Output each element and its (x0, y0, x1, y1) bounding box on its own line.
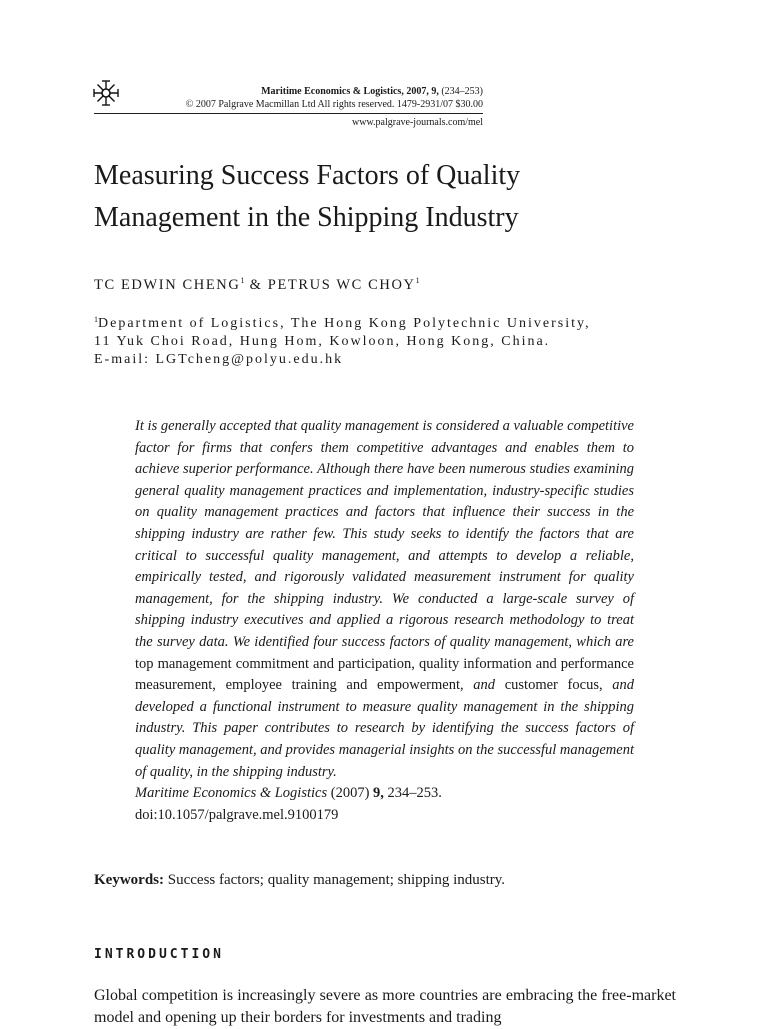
affiliation-line-2: 11 Yuk Choi Road, Hung Hom, Kowloon, Hong Kong, China. (94, 334, 551, 349)
keywords-label: Keywords: (94, 872, 164, 888)
author-name: TC EDWIN CHENG (94, 277, 241, 293)
doi[interactable]: doi:10.1057/palgrave.mel.9100179 (135, 806, 339, 823)
copyright-line: © 2007 Palgrave Macmillan Ltd All rights reserved. 1479-2931/07 $30.00 (185, 99, 483, 110)
citation (135, 783, 634, 805)
abstract (135, 416, 634, 826)
author-separator: & (244, 277, 268, 293)
affiliation (94, 315, 714, 369)
abstract-conclusion: and developed a functional instrument to measure quality management in the shipping industry. This paper contributes to research by identifying the success factors of quality management, and provides managerial insights on the successful management of quality, in the shipping industry. (135, 677, 635, 780)
section-heading: INTRODUCTION (94, 947, 224, 962)
author-name: PETRUS WC CHOY (267, 277, 416, 293)
affiliation-mark: 1 (94, 315, 98, 324)
header-rule (94, 113, 483, 114)
palgrave-star-icon (93, 80, 119, 106)
citation-volume: 9, (373, 785, 384, 802)
author-list (94, 275, 420, 295)
affiliation-mark: 1 (415, 276, 420, 285)
affiliation-mark: 1 (240, 276, 245, 285)
keywords (94, 870, 505, 890)
abstract-factors: top management commitment and participation, quality information and performance measurement, employee training and empowerment, (135, 655, 634, 694)
journal-name: Maritime Economics & Logistics, 2007, 9, (261, 86, 439, 97)
article-title (94, 155, 694, 239)
contact-email[interactable]: E-mail: LGTcheng@polyu.edu.hk (94, 352, 344, 367)
journal-pages: (234–253) (441, 86, 483, 97)
citation-pages: 234–253. (383, 785, 442, 802)
keywords-text: Success factors; quality management; shipping industry. (164, 872, 506, 888)
title-line-1: Measuring Success Factors of Quality (94, 160, 521, 191)
abstract-factor-last: customer focus, (495, 677, 603, 694)
journal-header (134, 85, 483, 111)
abstract-text: It is generally accepted that quality management is considered a valuable competitive factor for firms that confers them competitive advantages and enables them to achieve superior performance. Although there have been numerous studies examining general quality management practices and implementation, industry-specific studies on quality management practices and factors that influence their success in the shipping industry are rather few. This study seeks to identify the factors that are critical to successful quality management, and attempts to develop a reliable, empirically tested, and rigorously validated measurement instrument for quality management, for the shipping industry. We conducted a large-scale survey of shipping industry executives and applied a rigorous research methodology to treat the survey data. We identified four success factors of quality management, which are (135, 418, 634, 650)
title-line-2: Management in the Shipping Industry (94, 202, 519, 233)
body-paragraph: Global competition is increasingly severe as more countries are embracing the free-market model and opening up their borders for investments and trading (94, 987, 676, 1026)
journal-url[interactable]: www.palgrave-journals.com/mel (352, 117, 483, 128)
citation-journal: Maritime Economics & Logistics (135, 785, 328, 802)
abstract-conjunction: and (463, 677, 496, 694)
affiliation-line-1: Department of Logistics, The Hong Kong Polytechnic University, (98, 316, 591, 331)
citation-year: (2007) (327, 785, 374, 802)
